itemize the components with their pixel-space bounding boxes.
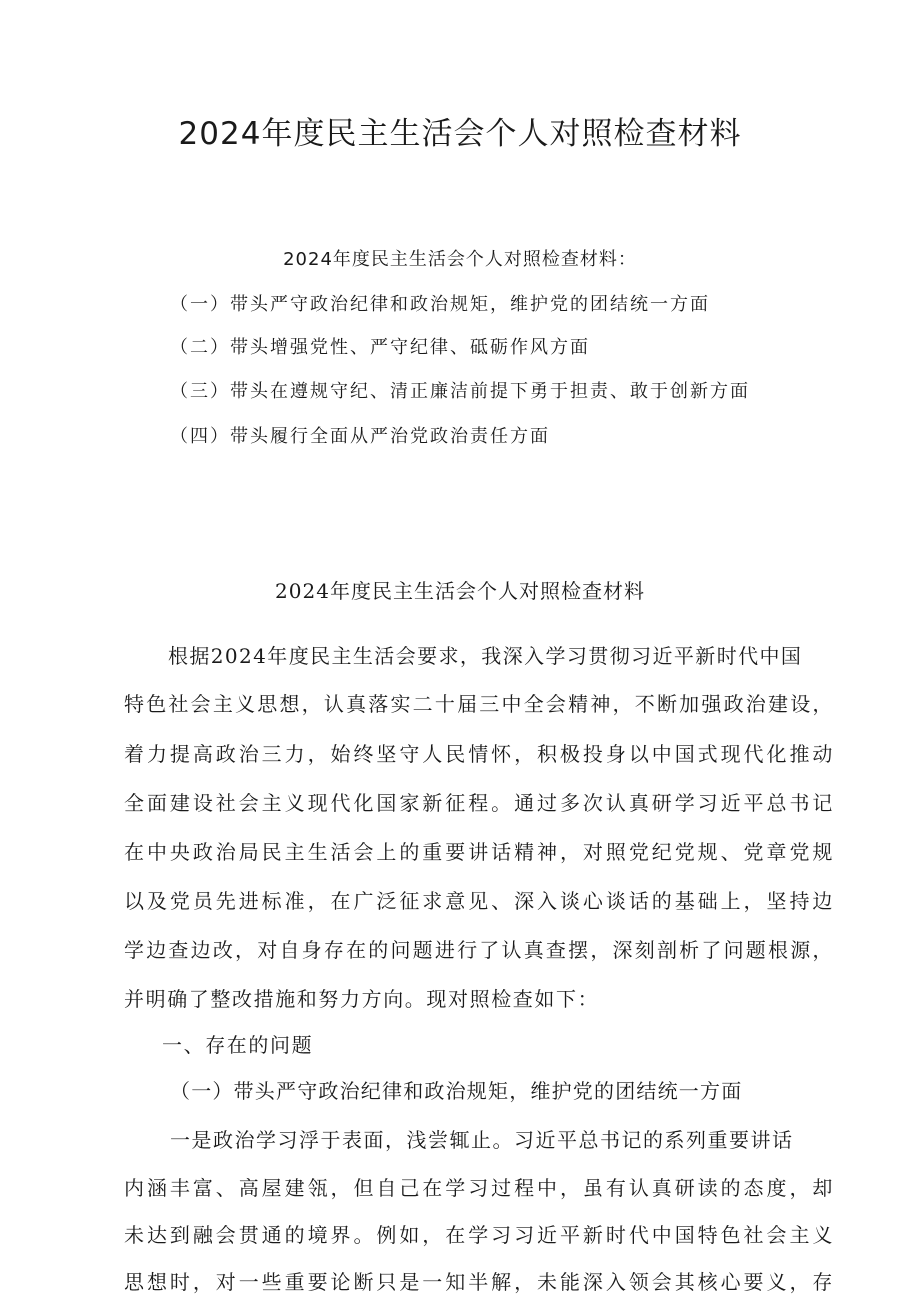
section-heading-1: 一、存在的问题 [162,1033,314,1057]
intro-line-3: 着力提高政治三力，始终坚守人民情怀，积极投身以中国式现代化推动 [124,742,834,766]
intro-line-5: 在中央政治局民主生活会上的重要讲话精神，对照党纪党规、党章党规 [124,840,834,864]
intro-line-6: 以及党员先进标准，在广泛征求意见、深入谈心谈话的基础上，坚持边 [124,889,834,913]
page-title: 2024年度民主生活会个人对照检查材料 [178,116,742,152]
intro-line-1: 根据2024年度民主生活会要求，我深入学习贯彻习近平新时代中国 [168,644,803,668]
toc-item-3: （三）带头在遵规守纪、清正廉洁前提下勇于担责、敢于创新方面 [170,381,750,402]
intro-line-2: 特色社会主义思想，认真落实二十届三中全会精神，不断加强政治建设， [124,692,834,716]
point1-line-3: 未达到融会贯通的境界。例如，在学习习近平新时代中国特色社会主义 [124,1223,834,1247]
toc-heading: 2024年度民主生活会个人对照检查材料： [283,249,637,270]
subsection-heading-1: （一）带头严守政治纪律和政治规矩，维护党的团结统一方面 [170,1079,743,1103]
document-title: 2024年度民主生活会个人对照检查材料 [275,579,645,603]
toc-item-2: （二）带头增强党性、严守纪律、砥砺作风方面 [170,337,590,358]
toc-item-4: （四）带头履行全面从严治党政治责任方面 [170,426,550,447]
toc-item-1: （一）带头严守政治纪律和政治规矩，维护党的团结统一方面 [170,294,710,315]
intro-line-4: 全面建设社会主义现代化国家新征程。通过多次认真研学习近平总书记 [124,791,834,815]
intro-line-7: 学边查边改，对自身存在的问题进行了认真查摆，深刻剖析了问题根源， [124,938,834,962]
point1-line-1: 一是政治学习浮于表面，浅尝辄止。习近平总书记的系列重要讲话 [170,1128,794,1152]
point1-line-4: 思想时，对一些重要论断只是一知半解，未能深入领会其核心要义，存 [124,1270,834,1294]
point1-line-2: 内涵丰富、高屋建瓴，但自己在学习过程中，虽有认真研读的态度，却 [124,1176,834,1200]
intro-line-8: 并明确了整改措施和努力方向。现对照检查如下： [124,987,600,1011]
